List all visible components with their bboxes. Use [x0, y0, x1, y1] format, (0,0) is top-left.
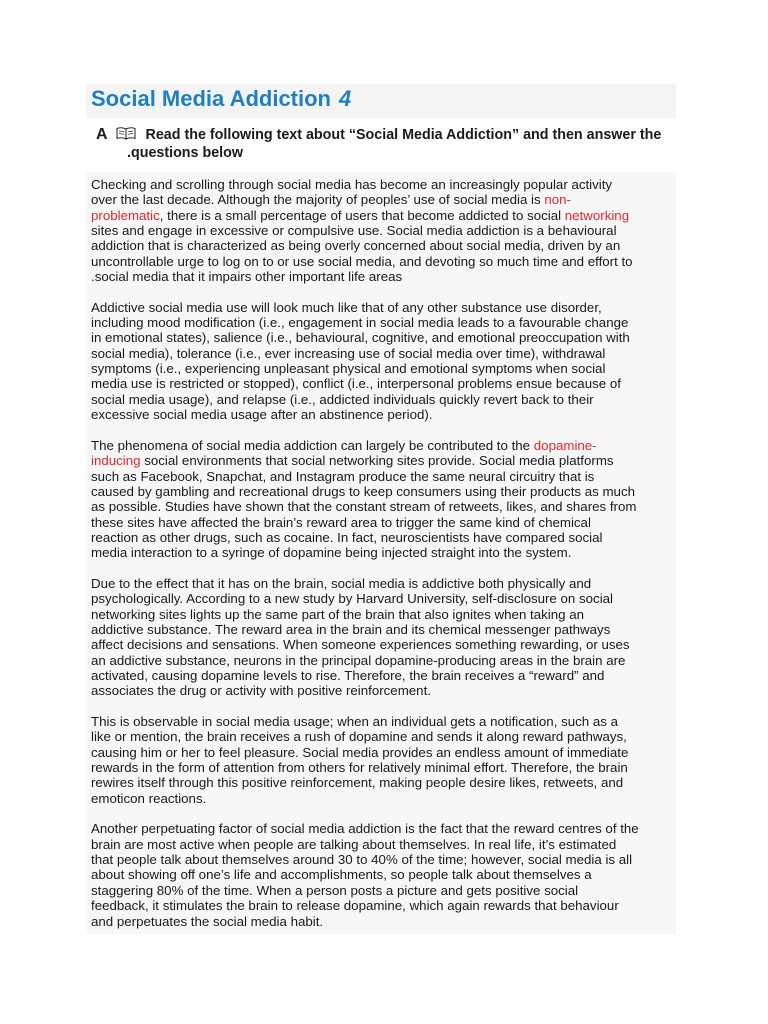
text-line: [91, 438, 691, 453]
text-segment: about showing off one’s life and accomplishments, so people talk about themselves a: [91, 867, 592, 883]
paragraph: [91, 438, 691, 561]
highlighted-term: dopamine-: [533, 437, 597, 453]
paragraph: [91, 177, 691, 284]
text-line: [91, 837, 691, 852]
text-segment: emoticon reactions.: [91, 790, 207, 806]
instruction-label: A: [96, 126, 108, 143]
text-segment: affect decisions and sensations. When someone experiences something rewarding, or uses: [91, 637, 630, 653]
instruction: [96, 126, 706, 162]
text-line: [91, 407, 691, 422]
text-segment: brain are most active when people are talking about themselves. In real life, it’s estimated: [91, 836, 617, 852]
highlighted-term: inducing: [91, 453, 141, 469]
text-line: [91, 530, 691, 545]
text-line: [91, 745, 691, 760]
text-segment: , there is a small percentage of users that become addicted to social: [159, 207, 565, 223]
text-segment: media use is restricted or stopped), conflict (i.e., interpersonal problems ensue because of: [91, 376, 621, 392]
text-line: [91, 515, 691, 530]
open-book-icon: [116, 127, 136, 140]
highlighted-term: non-: [544, 192, 571, 208]
article-body: [91, 177, 691, 944]
text-segment: psychologically. According to a new study by Harvard University, self-disclosure on social: [91, 591, 614, 607]
text-line: [91, 269, 691, 284]
text-line: [91, 914, 691, 929]
text-line: [91, 883, 691, 898]
text-line: [91, 683, 691, 698]
text-segment: Addictive social media use will look much like that of any other substance use disorder,: [91, 299, 602, 315]
text-line: [91, 484, 691, 499]
text-segment: activated, causing dopamine levels to rise. Therefore, the brain receives a “reward” and: [91, 668, 605, 683]
text-line: [91, 821, 691, 836]
text-segment: sites and engage in excessive or compulsive use. Social media addiction is a behavioural: [91, 223, 617, 239]
text-segment: networking sites lights up the same part of the brain that also ignites when taking an: [91, 606, 585, 622]
text-segment: associates the drug or activity with positive reinforcement.: [91, 683, 431, 699]
text-line: [91, 607, 691, 622]
page-title: [91, 86, 351, 112]
paragraph: [91, 300, 691, 423]
instruction-line-2: .questions below: [127, 145, 243, 161]
text-line: [91, 300, 691, 315]
text-line: [91, 192, 691, 207]
text-segment: feedback, it stimulates the brain to release dopamine, which again rewards that behaviour: [91, 898, 619, 914]
text-line: [91, 177, 691, 192]
text-line: [91, 591, 691, 606]
highlighted-term: problematic: [91, 207, 160, 223]
text-segment: these sites have affected the brain’s reward area to trigger the same kind of chemical: [91, 514, 591, 530]
text-segment: rewires itself through this positive reinforcement, making people desire likes, retweets, and: [91, 775, 624, 791]
text-segment: Due to the effect that it has on the brain, social media is addictive both physically and: [91, 575, 592, 591]
text-line: [91, 852, 691, 867]
text-line: [91, 576, 691, 591]
text-segment: social media usage), and relapse (i.e., addicted individuals quickly revert back to their: [91, 391, 594, 407]
text-segment: over the last decade. Although the majority of peoples’ use of social media is: [91, 192, 545, 208]
text-segment: that people talk about themselves around 30 to 40% of the time; however, social media is all: [91, 852, 633, 868]
text-line: [91, 653, 691, 668]
text-line: [91, 469, 691, 484]
text-line: [91, 392, 691, 407]
text-segment: in emotional states), salience (i.e., behavioural, cognitive, and emotional preoccupation with: [91, 330, 630, 346]
text-segment: such as Facebook, Snapchat, and Instagram produce the same neural circuitry that is: [91, 468, 595, 484]
text-segment: media interaction to a syringe of dopamine being injected straight into the system.: [91, 545, 572, 561]
text-segment: an addictive substance, neurons in the principal dopamine-producing areas in the brain are: [91, 652, 626, 668]
text-segment: addictive substance. The reward area in the brain and its chemical messenger pathways: [91, 621, 611, 637]
text-segment: reaction as other drugs, such as cocaine. In fact, neuroscientists have compared social: [91, 529, 603, 545]
text-segment: staggering 80% of the time. When a person posts a picture and gets positive social: [91, 882, 579, 898]
text-segment: causing him or her to feel pleasure. Social media provides an endless amount of immediate: [91, 744, 629, 760]
text-segment: This is observable in social media usage; when an individual gets a notification, such as a: [91, 714, 619, 730]
text-line: [91, 545, 691, 560]
text-line: [91, 208, 691, 223]
text-line: [91, 791, 691, 806]
text-line: [91, 223, 691, 238]
text-line: [91, 714, 691, 729]
text-line: [91, 238, 691, 253]
text-segment: social environments that social networking sites provide. Social media platforms: [140, 453, 614, 469]
text-line: [91, 775, 691, 790]
text-line: [91, 760, 691, 775]
text-line: [91, 622, 691, 637]
text-line: [91, 898, 691, 913]
instruction-line-1: Read the following text about “Social Media Addiction” and then answer the: [145, 127, 662, 143]
text-line: [91, 637, 691, 652]
text-segment: and perpetuates the social media habit.: [91, 913, 324, 929]
paragraph: [91, 576, 691, 699]
highlighted-term: networking: [564, 207, 630, 223]
text-line: [91, 361, 691, 376]
text-segment: .social media that it impairs other important life areas: [91, 269, 403, 285]
text-segment: addiction that is characterized as being overly concerned about social media, driven by an: [91, 238, 621, 254]
text-segment: uncontrollable urge to log on to or use social media, and devoting so much time and effort to: [91, 253, 633, 269]
text-segment: Another perpetuating factor of social media addiction is the fact that the reward centres of the: [91, 821, 639, 837]
text-segment: caused by gambling and recreational drugs to keep consumers using their products as much: [91, 483, 635, 499]
text-segment: as possible. Studies have shown that the constant stream of retweets, likes, and shares from: [91, 499, 637, 515]
text-line: [91, 729, 691, 744]
text-segment: symptoms (i.e., experiencing unpleasant physical and emotional symptoms when social: [91, 361, 606, 377]
title-number: 4: [339, 86, 352, 111]
text-segment: like or mention, the brain receives a rush of dopamine and sends it along reward pathways,: [91, 729, 627, 745]
paragraph: [91, 714, 691, 806]
text-line: [91, 346, 691, 361]
text-line: [91, 330, 691, 345]
text-line: [91, 867, 691, 882]
text-segment: The phenomena of social media addiction can largely be contributed to the: [91, 437, 534, 453]
paragraph: [91, 821, 691, 928]
text-segment: Checking and scrolling through social media has become an increasingly popular activity: [91, 177, 613, 192]
text-segment: social media), tolerance (i.e., ever increasing use of social media over time), withdrawal: [91, 345, 606, 361]
text-line: [91, 668, 691, 683]
text-segment: rewards in the form of attention from others for relatively minimal effort. Therefore, the brain: [91, 760, 628, 776]
text-line: [91, 453, 691, 468]
text-segment: including mood modification (i.e., engagement in social media leads to a favourable change: [91, 315, 629, 331]
text-line: [91, 315, 691, 330]
title-text: Social Media Addiction: [91, 86, 331, 111]
text-segment: excessive social media usage after an abstinence period).: [91, 407, 433, 423]
text-line: [91, 254, 691, 269]
text-line: [91, 376, 691, 391]
text-line: [91, 499, 691, 514]
